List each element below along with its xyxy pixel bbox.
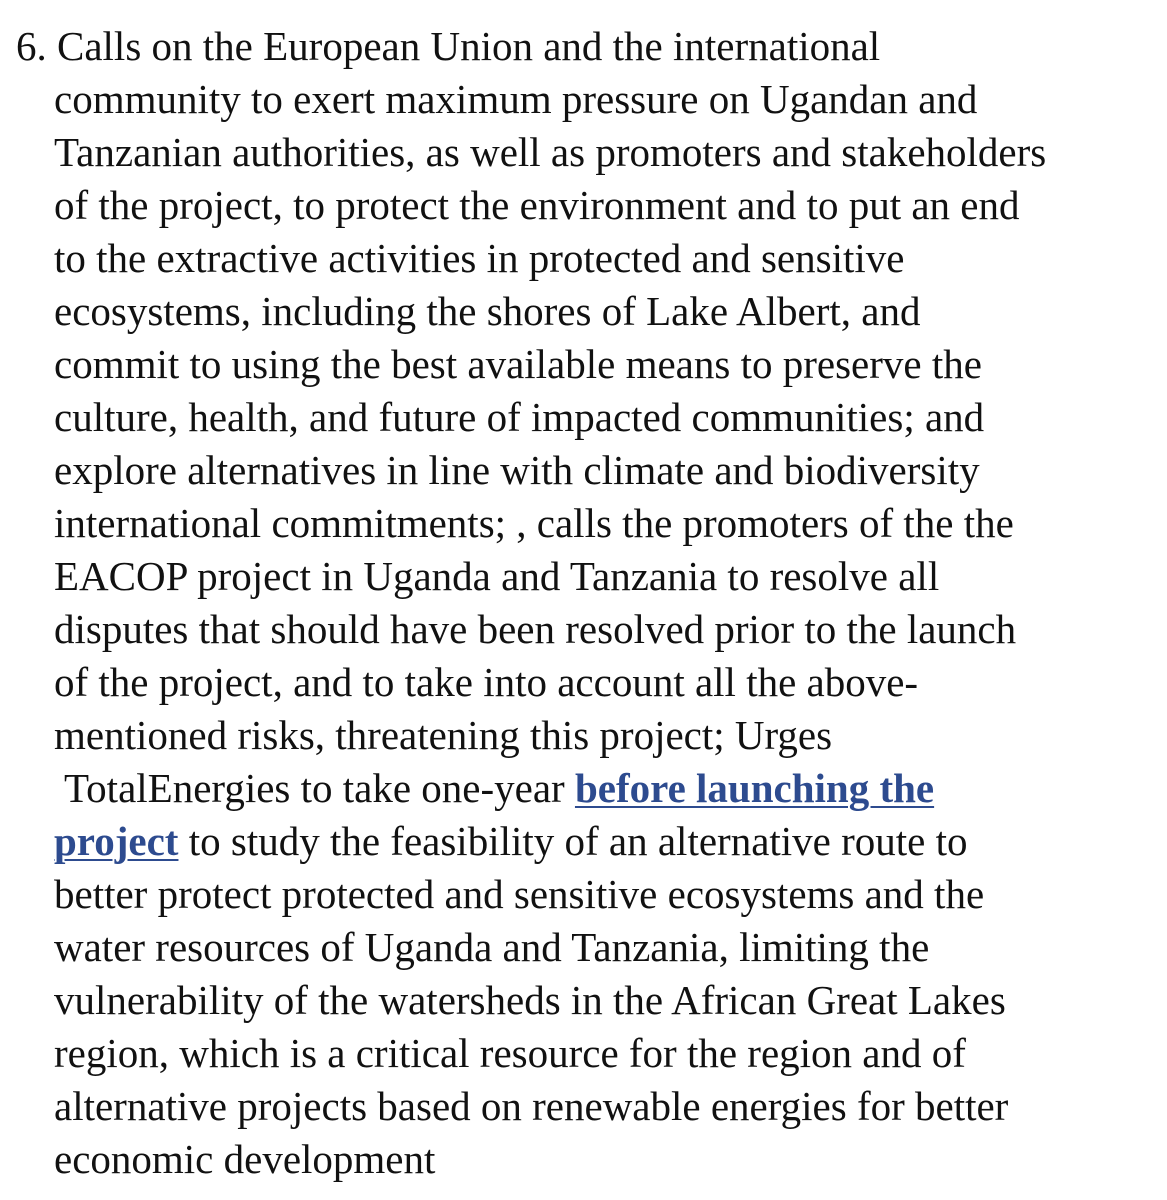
paragraph-line-13: of the project, and to take into account all the above- <box>54 659 919 705</box>
paragraph-line-9: explore alternatives in line with climate and biodiversity <box>54 447 980 493</box>
paragraph-line-15 <box>64 761 934 815</box>
paragraph-line-19: vulnerability of the watersheds in the African Great Lakes <box>54 977 1006 1023</box>
before-launching-link-continued[interactable]: project <box>54 818 179 864</box>
paragraph-line-10: international commitments; , calls the promoters of the the <box>54 500 1014 546</box>
paragraph-line-8: culture, health, and future of impacted communities; and <box>54 394 985 440</box>
paragraph-line-12: disputes that should have been resolved prior to the launch <box>54 606 1017 652</box>
paragraph-line-14: mentioned risks, threatening this project; Urges <box>54 712 833 758</box>
paragraph-line-17: better protect protected and sensitive ecosystems and the <box>54 871 985 917</box>
paragraph-number: 6. <box>16 23 47 69</box>
paragraph-line-18: water resources of Uganda and Tanzania, limiting the <box>54 924 930 970</box>
paragraph-line-11: EACOP project in Uganda and Tanzania to resolve all <box>54 553 940 599</box>
paragraph-text: to study the feasibility of an alternative route to <box>178 818 968 864</box>
paragraph-text: Calls on the European Union and the international <box>57 23 881 69</box>
paragraph-line-21: alternative projects based on renewable energies for better <box>54 1083 1009 1129</box>
paragraph-text: TotalEnergies to take one-year <box>64 765 575 811</box>
paragraph-line-22: economic development <box>54 1136 436 1182</box>
paragraph-line-3: Tanzanian authorities, as well as promoters and stakeholders <box>54 129 1047 175</box>
paragraph-line-6: ecosystems, including the shores of Lake Albert, and <box>54 288 921 334</box>
paragraph-line-5: to the extractive activities in protected and sensitive <box>54 235 905 281</box>
paragraph-line-1 <box>16 19 880 73</box>
paragraph-line-4: of the project, to protect the environment and to put an end <box>54 182 1020 228</box>
before-launching-link[interactable]: before launching the <box>574 765 935 811</box>
paragraph-line-20: region, which is a critical resource for the region and of <box>54 1030 966 1076</box>
paragraph-line-16 <box>54 814 968 868</box>
paragraph-line-2: community to exert maximum pressure on Ugandan and <box>54 76 978 122</box>
paragraph-line-7: commit to using the best available means to preserve the <box>54 341 982 387</box>
